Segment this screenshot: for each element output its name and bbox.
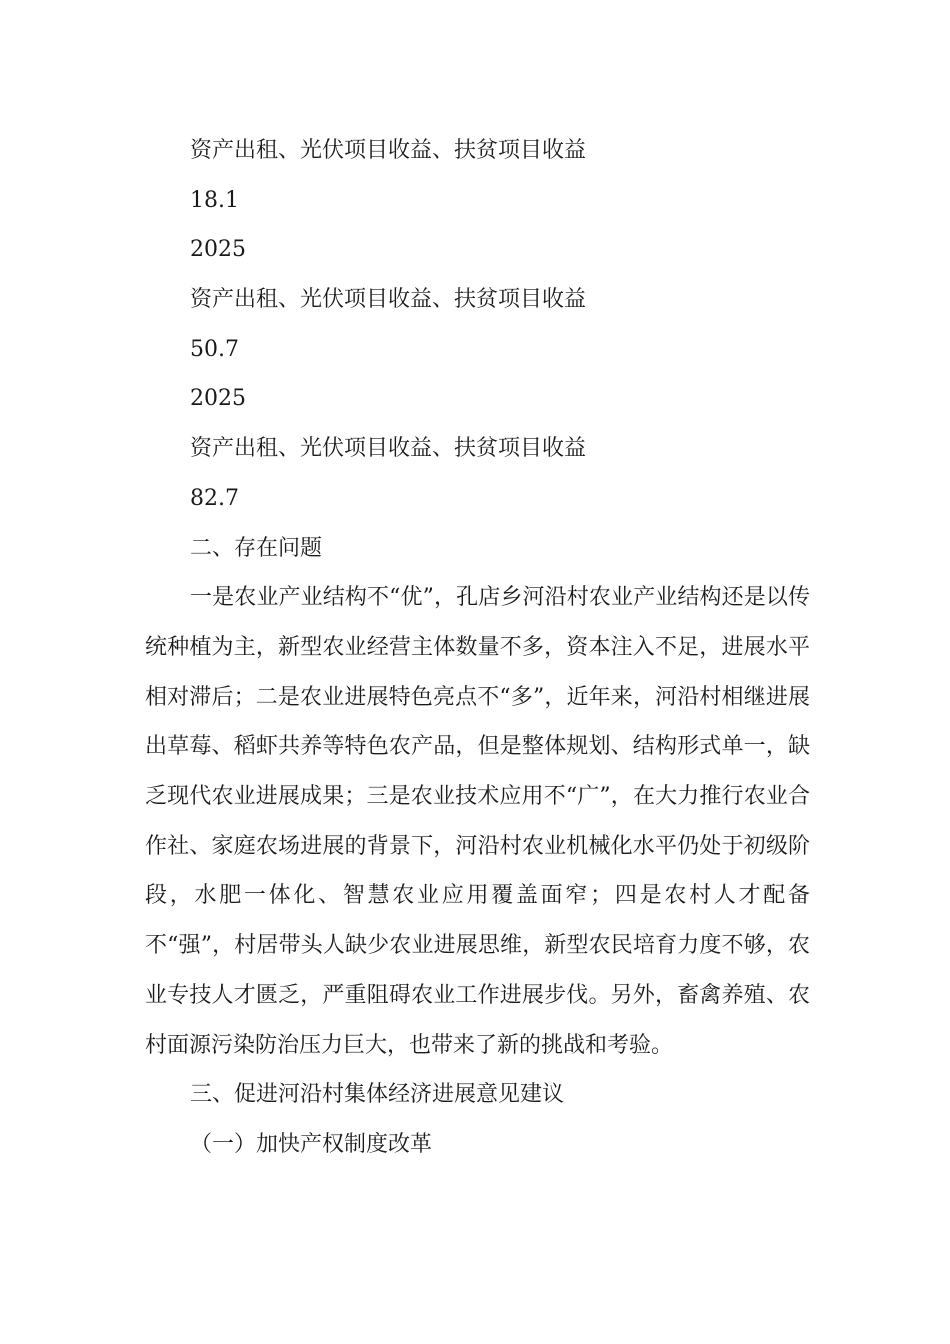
section-heading-problems: 二、存在问题 [190, 535, 323, 561]
table-cell-year: 2025 [190, 386, 246, 412]
table-cell-income-source: 资产出租、光伏项目收益、扶贫项目收益 [190, 287, 587, 313]
table-cell-year: 2025 [190, 237, 246, 263]
document-body [145, 126, 810, 1170]
table-cell-income-source: 资产出租、光伏项目收益、扶贫项目收益 [190, 436, 587, 462]
section-heading-suggestions: 三、促进河沿村集体经济进展意见建议 [190, 1082, 565, 1108]
table-cell-amount: 18.1 [190, 187, 239, 213]
table-cell-income-source: 资产出租、光伏项目收益、扶贫项目收益 [190, 138, 587, 163]
subsection-heading-property-reform: （一）加快产权制度改革 [190, 1131, 433, 1157]
problems-paragraph: 一是农业产业结构不“优”，孔店乡河沿村农业产业结构还是以传统种植为主，新型农业经营主体数量不多，资本注入不足，进展水平相对滞后；二是农业进展特色亮点不“多”，近年来，河沿村相继进展出草莓、稻虾共养等特色农产品，但是整体规划、结构形式单一，缺乏现代农业进展成果；三是农业技术应用不“广”，在大力推行农业合作社、家庭农场进展的背景下，河沿村农业机械化水平仍处于初级阶段，水肥一体化、智慧农业应用覆盖面窄；四是农村人才配备不“强”，村居带头人缺少农业进展思维，新型农民培育力度不够，农业专技人才匮乏，严重阻碍农业工作进展步伐。另外，畜禽养殖、农村面源污染防治压力巨大，也带来了新的挑战和考验。 [145, 585, 810, 1058]
table-cell-amount: 50.7 [190, 336, 239, 362]
table-cell-amount: 82.7 [190, 485, 239, 511]
